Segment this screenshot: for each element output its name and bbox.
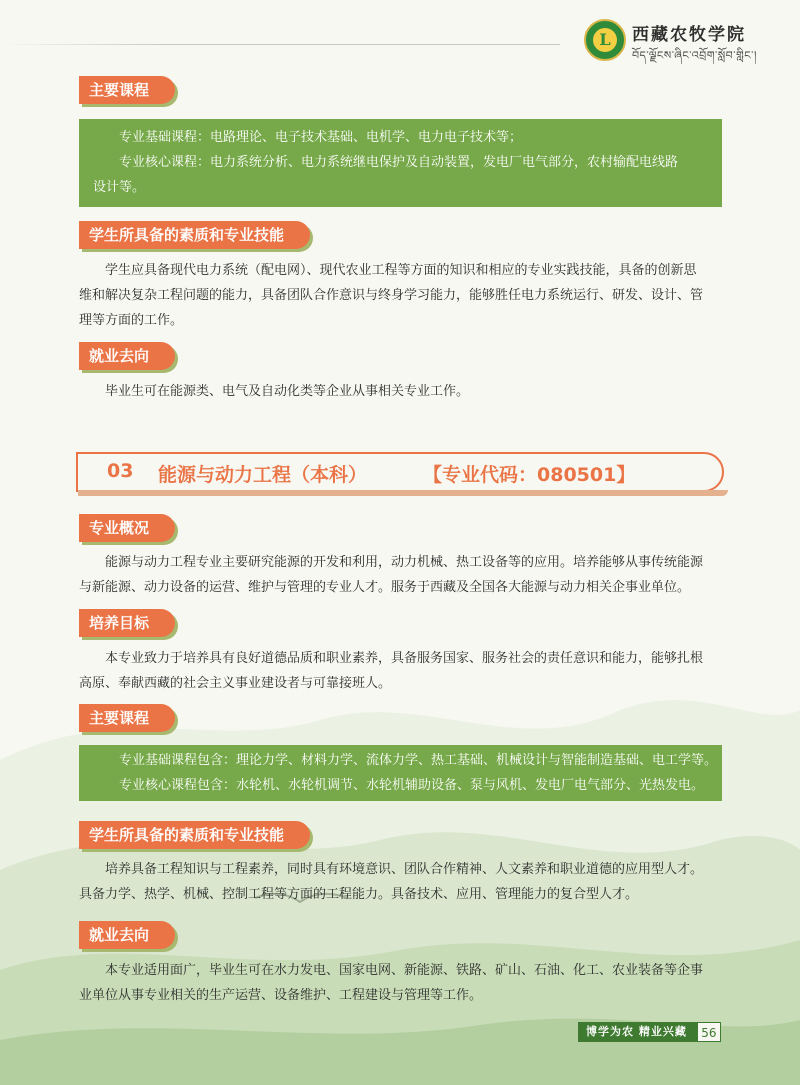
overview-line: 与新能源、动力设备的运营、维护与管理的专业人才。服务于西藏及全国各大能源与动力相关企事业单位。: [79, 580, 691, 595]
main-courses-line: 专业基础课程：电路理论、电子技术基础、电机学、电力电子技术等；: [119, 130, 523, 145]
major-title: 能源与动力工程（本科）: [158, 464, 368, 486]
overview-paragraph: [79, 550, 724, 600]
career-line: 毕业生可在能源类、电气及自动化类等企业从事相关专业工作。: [105, 384, 470, 399]
career-tag-2: 就业去向: [79, 921, 175, 949]
college-emblem-icon: [584, 19, 626, 61]
major-code: 【专业代码：080501】: [423, 464, 636, 486]
overview-line: 能源与动力工程专业主要研究能源的开发和利用，动力机械、热工设备等的应用。培养能够从事传统能源: [105, 555, 704, 570]
skills-tag-2: 学生所具备的素质和专业技能: [79, 821, 310, 849]
skills-paragraph: [79, 258, 724, 333]
main-courses-line: 设计等。: [93, 180, 146, 195]
skills-line: 培养具备工程知识与工程素养，同时具有环境意识、团队合作精神、人文素养和职业道德的应用型人才。: [105, 862, 704, 877]
major-section-header: [76, 452, 724, 492]
main-courses-line: 专业核心课程：电力系统分析、电力系统继电保护及自动装置，发电厂电气部分，农村输配电线路: [119, 155, 679, 170]
page-number: 56: [697, 1022, 721, 1042]
header-divider: [0, 44, 560, 45]
footer-motto: 博学为农 精业兴藏: [578, 1022, 697, 1042]
career-line: 业单位从事专业相关的生产运营、设备维护、工程建设与管理等工作。: [79, 988, 483, 1003]
career-paragraph: [79, 379, 724, 404]
skills-line: 学生应具备现代电力系统（配电网）、现代农业工程等方面的知识和相应的专业实践技能，具备的创新思: [105, 263, 697, 278]
career-line: 本专业适用面广，毕业生可在水力发电、国家电网、新能源、铁路、矿山、石油、化工、农业装备等企事: [105, 963, 704, 978]
main-courses-line: 专业基础课程包含：理论力学、材料力学、流体力学、热工基础、机械设计与智能制造基础、电工学等。: [119, 753, 718, 768]
skills-line: 维和解决复杂工程问题的能力，具备团队合作意识与终身学习能力，能够胜任电力系统运行、研发、设计、管: [79, 288, 704, 303]
goal-tag: 培养目标: [79, 609, 175, 637]
goal-line: 本专业致力于培养具有良好道德品质和职业素养，具备服务国家、服务社会的责任意识和能力，能够扎根: [105, 651, 704, 666]
skills-paragraph-2: [79, 857, 724, 907]
skills-line: 理等方面的工作。: [79, 313, 184, 328]
college-logo: [584, 19, 784, 65]
main-courses-line: 专业核心课程包含：水轮机、水轮机调节、水轮机辅助设备、泵与风机、发电厂电气部分、光热发电。: [119, 778, 705, 793]
skills-line: 具备力学、热学、机械、控制工程等方面的工程能力。具备技术、应用、管理能力的复合型人才。: [79, 887, 639, 902]
main-courses-box-2: [79, 745, 722, 801]
main-courses-box: [79, 119, 722, 207]
major-number: 03: [107, 460, 134, 482]
career-tag: 就业去向: [79, 342, 175, 370]
main-courses-tag-2: 主要课程: [79, 704, 175, 732]
goal-line: 高原、奉献西藏的社会主义事业建设者与可靠接班人。: [79, 676, 392, 691]
page-footer: [578, 1022, 721, 1042]
career-paragraph-2: [79, 958, 724, 1008]
goal-paragraph: [79, 646, 724, 696]
header-shadow: [78, 490, 728, 496]
logo-tibetan-name: བོད་ལྗོངས་ཞིང་འབྲོག་སློབ་གླིང་།: [632, 49, 757, 62]
skills-tag: 学生所具备的素质和专业技能: [79, 221, 310, 249]
logo-chinese-name: 西藏农牧学院: [632, 25, 746, 45]
main-courses-tag: 主要课程: [79, 76, 175, 104]
overview-tag: 专业概况: [79, 514, 175, 542]
emblem-letter: L: [593, 28, 617, 52]
